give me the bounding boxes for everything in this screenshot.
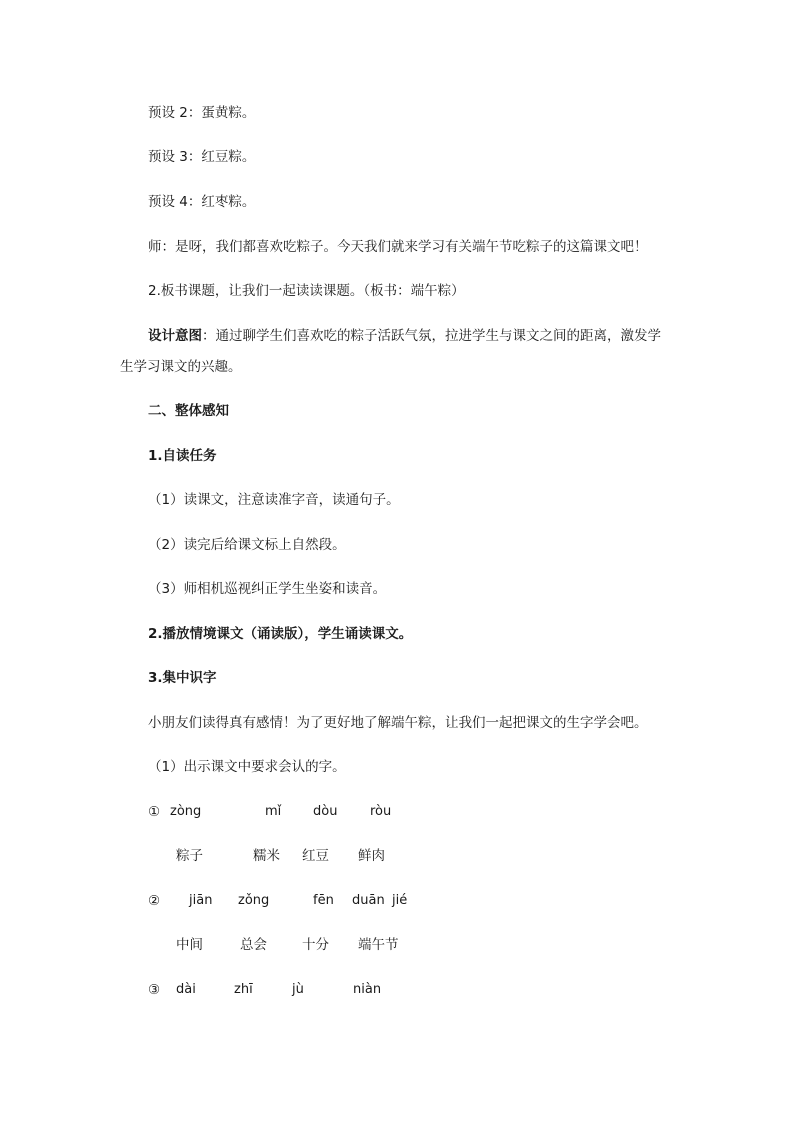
preset-4: 预设 4：红枣粽。 [148,194,256,210]
design-intent-paragraph [148,326,661,346]
word-zongzi: 粽子 [176,848,203,864]
task-heading-self-reading: 1.自读任务 [148,448,217,464]
group-marker-3: ③ [148,982,161,998]
word-xianrou: 鲜肉 [358,848,385,864]
pinyin-jian: jiān [189,893,213,908]
pinyin-zhi: zhī [234,982,253,997]
pinyin-zong-2: zǒng [238,893,270,908]
section-heading-overall: 二、整体感知 [148,403,229,419]
design-intent-label: 设计意图 [148,328,202,344]
preset-2: 预设 2：蛋黄粽。 [148,105,256,121]
pinyin-zong: zòng [170,804,202,819]
design-intent-text: ：通过聊学生们喜欢吃的粽子活跃气氛，拉进学生与课文之间的距离，激发学 [202,328,661,344]
task-item-3: （3）师相机巡视纠正学生坐姿和读音。 [148,581,387,597]
pinyin-dou: dòu [313,804,338,819]
pinyin-rou: ròu [370,804,392,819]
word-shifen: 十分 [302,937,329,953]
word-hongdou: 红豆 [302,848,329,864]
literacy-intro: 小朋友们读得真有感情！为了更好地了解端午粽，让我们一起把课文的生字学会吧。 [148,715,648,731]
word-zonghui: 总会 [240,937,267,953]
group-marker-2: ② [148,893,161,909]
task-item-1: （1）读课文，注意读准字音，读通句子。 [148,492,400,508]
word-nuomi: 糯米 [253,848,280,864]
pinyin-ju: jù [292,982,304,997]
board-title-line: 2.板书课题，让我们一起读读课题。（板书：端午粽） [148,283,465,299]
task-item-2: （2）读完后给课文标上自然段。 [148,537,346,553]
pinyin-dai: dài [176,982,196,997]
teacher-line: 师：是呀，我们都喜欢吃粽子。今天我们就来学习有关端午节吃粽子的这篇课文吧！ [148,239,648,255]
task-heading-literacy: 3.集中识字 [148,670,217,686]
word-zhongjian: 中间 [176,937,203,953]
pinyin-nian: niàn [353,982,382,997]
preset-3: 预设 3：红豆粽。 [148,149,256,165]
pinyin-duan: duān [352,893,385,908]
pinyin-mi: mǐ [265,804,282,819]
word-duanwujie: 端午节 [358,937,399,953]
literacy-sub-1: （1）出示课文中要求会认的字。 [148,759,346,775]
task-heading-play-audio: 2.播放情境课文（诵读版），学生诵读课文。 [148,626,413,642]
pinyin-jie: jié [392,893,408,908]
pinyin-fen: fēn [313,893,334,908]
design-intent-continuation: 生学习课文的兴趣。 [120,359,242,375]
group-marker-1: ① [148,804,161,820]
